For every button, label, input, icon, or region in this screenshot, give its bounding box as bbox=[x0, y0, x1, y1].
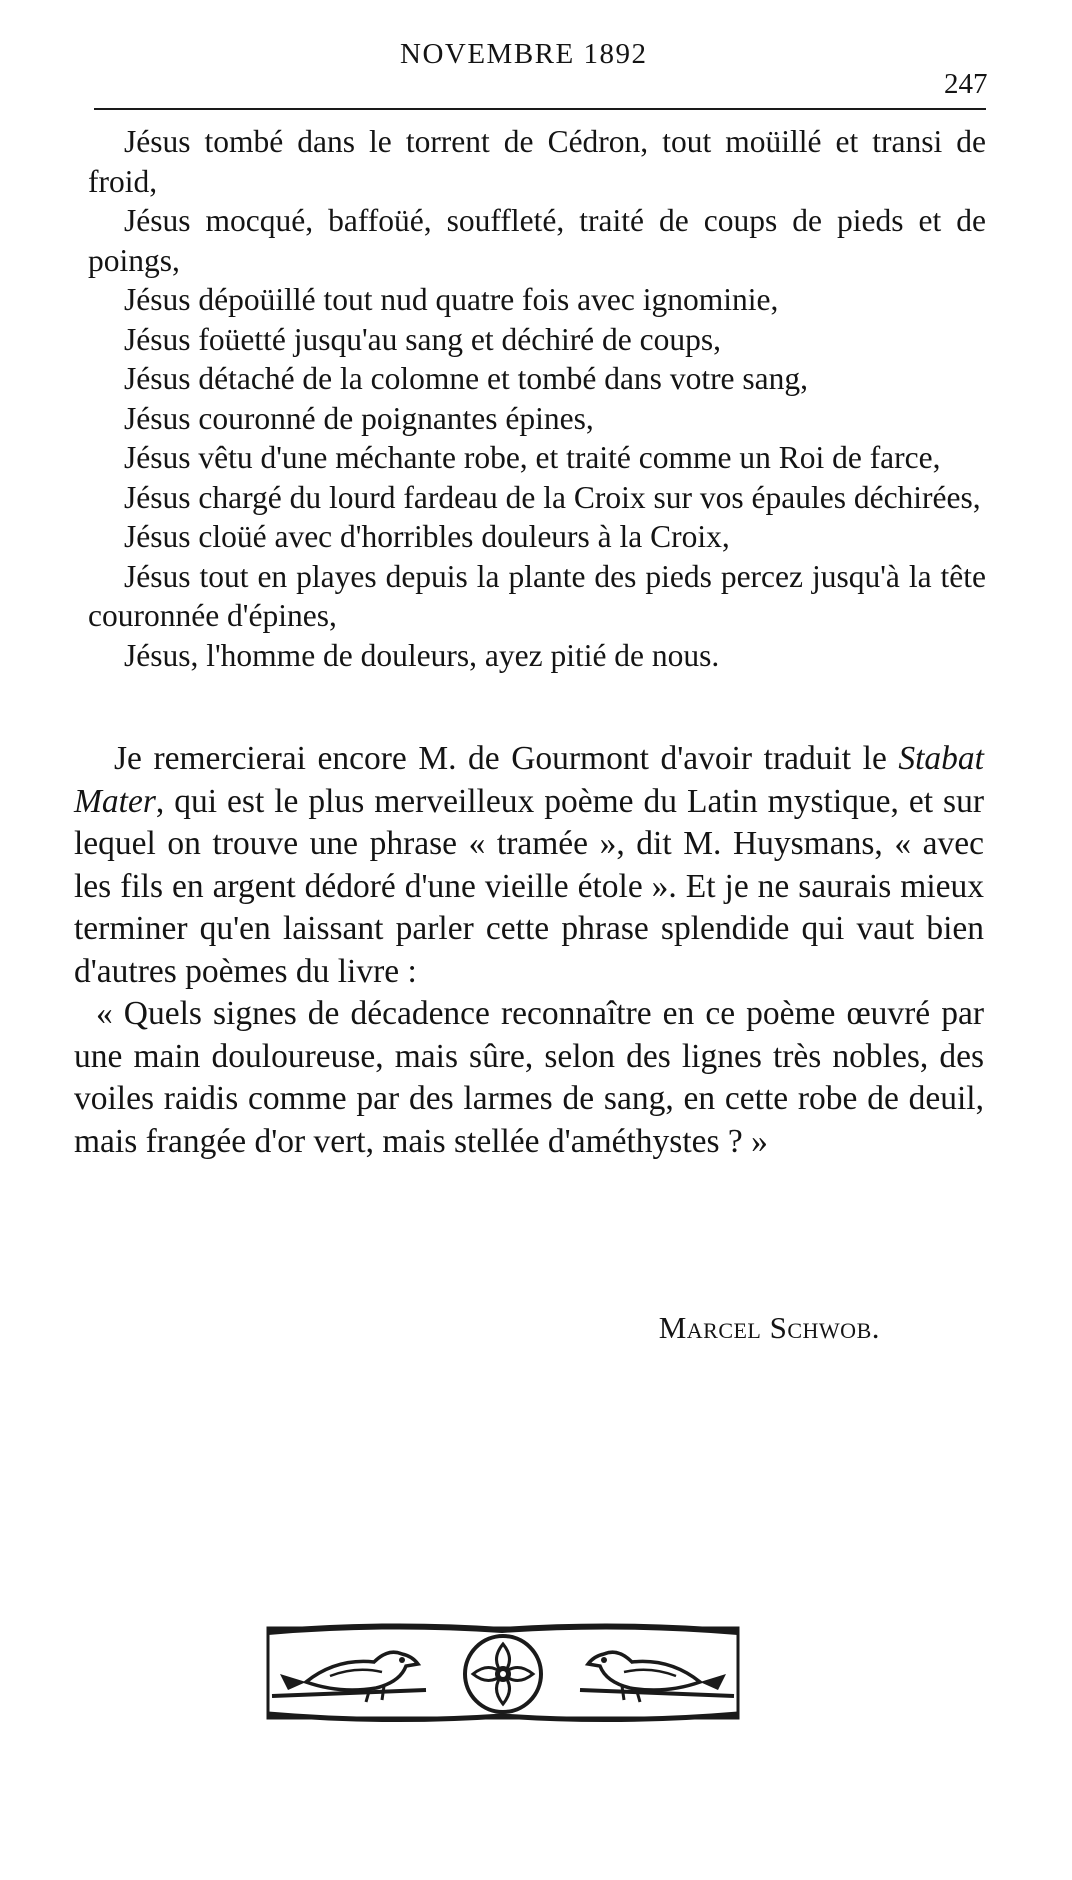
intro-text-continued: , qui est le plus merveilleux poème du Latin mystique, et sur lequel on trouve une phrase « tramée », dit M. Huysmans, « avec les fils en argent dédoré d'une vieille étole ». Et je ne saurais mieux terminer qu'en laissant parler cette phrase splendide qui vaut bien d'autres poèmes du livre : bbox=[74, 782, 984, 990]
author-signature: Marcel Schwob. bbox=[658, 1310, 880, 1345]
quoted-phrase: « Quels signes de décadence reconnaître en ce poème œuvré par une main douloureuse, mais sûre, selon des lignes très nobles, des voiles raidis comme par des larmes de sang, en cette robe de deuil, mais frangée d'or vert, mais stellée d'améthystes ? » bbox=[74, 995, 984, 1160]
litany-line: Jésus, l'homme de douleurs, ayez pitié de nous. bbox=[124, 637, 720, 673]
litany-line: Jésus foüetté jusqu'au sang et déchiré de coups, bbox=[124, 321, 722, 357]
intro-paragraph bbox=[74, 738, 984, 993]
litany-block bbox=[88, 122, 986, 675]
litany-line: Jésus détaché de la colomne et tombé dans votre sang, bbox=[124, 361, 809, 396]
header-rule bbox=[94, 108, 986, 110]
prose-block bbox=[74, 738, 984, 1163]
litany-line: Jésus tombé dans le torrent de Cédron, tout moüillé et transi de froid, bbox=[88, 124, 986, 199]
running-head: NOVEMBRE 1892 bbox=[400, 38, 648, 70]
litany-line: Jésus chargé du lourd fardeau de la Croix sur vos épaules déchirées, bbox=[124, 479, 981, 515]
page-number: 247 bbox=[944, 68, 988, 100]
litany-line: Jésus tout en playes depuis la plante des pieds percez jusqu'à la tête couronnée d'épines, bbox=[88, 558, 986, 633]
litany-line: Jésus cloüé avec d'horribles douleurs à la Croix, bbox=[124, 519, 730, 554]
stabat-mater-title: Stabat Mater bbox=[74, 740, 984, 820]
litany-line: Jésus couronné de poignantes épines, bbox=[124, 400, 594, 436]
intro-text: Je remercierai encore M. de Gourmont d'avoir traduit le bbox=[114, 740, 899, 777]
litany-line: Jésus mocqué, baffoüé, souffleté, traité de coups de pieds et de poings, bbox=[88, 203, 986, 278]
birds-rosette-vignette bbox=[266, 1620, 740, 1724]
rosette-icon bbox=[465, 1636, 541, 1712]
litany-line: Jésus dépoüillé tout nud quatre fois avec ignominie, bbox=[124, 282, 779, 317]
litany-line: Jésus vêtu d'une méchante robe, et traité comme un Roi de farce, bbox=[124, 440, 941, 475]
